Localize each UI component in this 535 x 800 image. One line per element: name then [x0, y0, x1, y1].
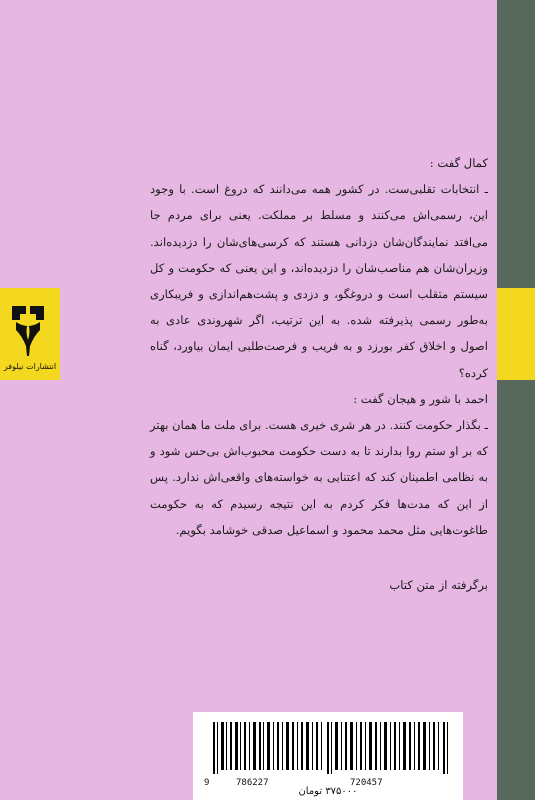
- spine-yellow-band: [497, 288, 535, 380]
- barcode-icon: [213, 722, 449, 774]
- barcode-group-2: 720457: [350, 778, 383, 788]
- barcode-digit-first: 9: [204, 778, 210, 788]
- excerpt-source: برگرفته از متن کتاب: [389, 578, 488, 592]
- barcode-group-1: 786227: [236, 778, 269, 788]
- spine-strip: [497, 0, 535, 800]
- speaker-1: کمال گفت :: [429, 156, 488, 170]
- publisher-logo-icon: [8, 300, 48, 360]
- price-label: ۳۷۵۰۰۰ تومان: [298, 786, 358, 797]
- excerpt-paragraph-1: ـ انتخابات تقلبی‌ست. در کشور همه می‌دانند که دروغ است. با وجود این، رسمی‌اش می‌کنند و مسلط بر مملکت. یعنی برای مردم جا می‌افتد نمایندگان‌شان دزدانی هستند که کرسی‌های‌شان را دزدیده‌اند. وزیران‌شان هم مناصب‌شان را دزدیده‌اند، و این یعنی که حکومت و کل سیستم متقلب است و دروغگو، و دزدی و پشت‌هم‌اندازی و فریبکاری به‌طور رسمی پذیرفته شده. به این ترتیب، اگر شهروندی عادی به اصول و اخلاق کفر بورزد و به فریب و فرصت‌طلبی ایمان بیاورد، گناه کرده؟: [150, 182, 488, 380]
- excerpt-paragraph-2: ـ بگذار حکومت کنند. در هر شری خیری هست. برای ملت ما همان بهتر که بر او ستم روا بدارند تا به دست حکومت محبوب‌اش بی‌حس شود و به نظامی اطمینان کند که اعتنایی به خواسته‌های واقعی‌اش ندارد. پس از این که مدت‌ها فکر کردم به این نتیجه رسیدم که به حکومت طاغوت‌هایی مثل محمد محمود و اسماعیل صدقی خوشامد بگویم.: [150, 418, 488, 537]
- speaker-2: احمد با شور و هیجان گفت :: [353, 391, 488, 406]
- excerpt-text: [150, 150, 488, 543]
- publisher-name: انتشارات نیلوفر: [3, 362, 57, 371]
